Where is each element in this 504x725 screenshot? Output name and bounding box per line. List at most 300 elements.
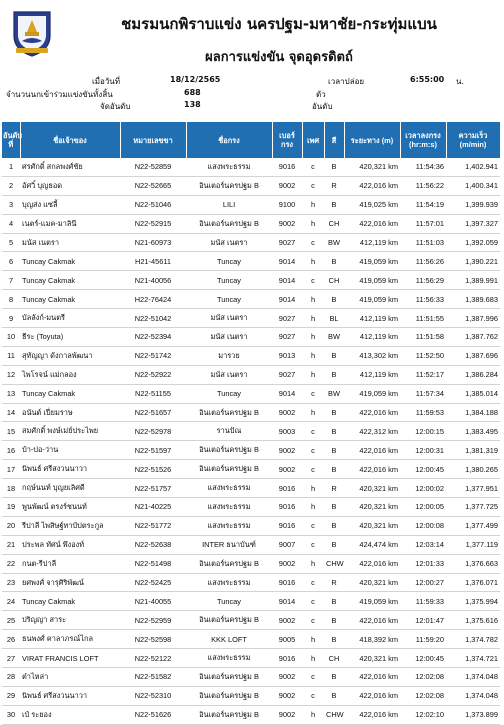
cell-loft-name: Tuncay bbox=[186, 252, 272, 271]
table-row bbox=[2, 479, 500, 498]
cell-loft-number: 9016 bbox=[272, 649, 302, 668]
cell-loft-number: 9014 bbox=[272, 384, 302, 403]
cell-speed: 1,375.994 bbox=[446, 592, 500, 611]
table-row bbox=[2, 384, 500, 403]
table-row bbox=[2, 592, 500, 611]
cell-loft-number: 9002 bbox=[272, 176, 302, 195]
cell-arrival-time: 11:57:01 bbox=[400, 214, 446, 233]
page-title: ชมรมนกพิราบแข่ง นครปฐม-มหาชัย-กระทุ่มแบน bbox=[121, 15, 437, 33]
cell-loft-name: อินเตอร์นครปฐม B bbox=[186, 460, 272, 479]
table-row bbox=[2, 271, 500, 290]
cell-ring-number: N22-51046 bbox=[120, 195, 186, 214]
cell-color: B bbox=[324, 460, 344, 479]
cell-rank: 23 bbox=[2, 573, 20, 592]
cell-sex: h bbox=[302, 705, 324, 724]
cell-loft-number: 9016 bbox=[272, 516, 302, 535]
cell-distance: 422,016 km bbox=[344, 403, 400, 422]
cell-loft-number: 9016 bbox=[272, 479, 302, 498]
cell-distance: 412,119 km bbox=[344, 365, 400, 384]
cell-sex: c bbox=[302, 422, 324, 441]
header-row bbox=[2, 122, 500, 158]
cell-distance: 422,016 km bbox=[344, 460, 400, 479]
cell-sex: h bbox=[302, 630, 324, 649]
cell-loft-number: 9005 bbox=[272, 630, 302, 649]
cell-owner: ต๋าไหล่า bbox=[20, 668, 120, 687]
cell-speed: 1,386.284 bbox=[446, 365, 500, 384]
cell-loft-number: 9002 bbox=[272, 214, 302, 233]
cell-rank: 4 bbox=[2, 214, 20, 233]
table-row bbox=[2, 233, 500, 252]
cell-rank: 13 bbox=[2, 384, 20, 403]
cell-sex: c bbox=[302, 158, 324, 176]
cell-ring-number: N22-52394 bbox=[120, 328, 186, 347]
cell-ring-number: N22-52978 bbox=[120, 422, 186, 441]
cell-sex: h bbox=[302, 365, 324, 384]
table-row bbox=[2, 668, 500, 687]
cell-loft-name: อินเตอร์นครปฐม B bbox=[186, 611, 272, 630]
table-row bbox=[2, 686, 500, 705]
cell-rank: 30 bbox=[2, 705, 20, 724]
cell-sex: c bbox=[302, 233, 324, 252]
cell-owner: Tuncay Cakmak bbox=[20, 592, 120, 611]
table-row bbox=[2, 346, 500, 365]
page-subtitle: ผลการแข่งขัน จุดอุดรดิตถ์ bbox=[205, 50, 353, 65]
cell-ring-number: N22-51772 bbox=[120, 516, 186, 535]
cell-speed: 1,384.188 bbox=[446, 403, 500, 422]
cell-loft-name: Tuncay bbox=[186, 384, 272, 403]
cell-loft-name: LILI bbox=[186, 195, 272, 214]
cell-distance: 419,059 km bbox=[344, 384, 400, 403]
cell-speed: 1,377.725 bbox=[446, 498, 500, 517]
cell-color: B bbox=[324, 611, 344, 630]
entries-value: 688 bbox=[184, 88, 201, 97]
table-row bbox=[2, 158, 500, 176]
cell-color: B bbox=[324, 535, 344, 554]
column-header-loft-name: ชื่อกรง bbox=[186, 122, 272, 158]
cell-owner: กฤษ์นนท์ บุญยเลิศดี bbox=[20, 479, 120, 498]
cell-rank: 6 bbox=[2, 252, 20, 271]
cell-sex: h bbox=[302, 195, 324, 214]
cell-loft-name: อินเตอร์นครปฐม B bbox=[186, 441, 272, 460]
cell-distance: 422,016 km bbox=[344, 554, 400, 573]
cell-speed: 1,390.221 bbox=[446, 252, 500, 271]
cell-loft-number: 9014 bbox=[272, 592, 302, 611]
table-row bbox=[2, 649, 500, 668]
cell-loft-name: มารวย bbox=[186, 346, 272, 365]
cell-speed: 1,385.014 bbox=[446, 384, 500, 403]
cell-owner: Tuncay Cakmak bbox=[20, 252, 120, 271]
cell-speed: 1,400.341 bbox=[446, 176, 500, 195]
table-row bbox=[2, 535, 500, 554]
cell-speed: 1,374.782 bbox=[446, 630, 500, 649]
cell-rank: 2 bbox=[2, 176, 20, 195]
cell-owner: Tuncay Cakmak bbox=[20, 271, 120, 290]
cell-rank: 9 bbox=[2, 309, 20, 328]
cell-owner: สุทัญญา ดังกาลพัฒนา bbox=[20, 346, 120, 365]
cell-distance: 412,119 km bbox=[344, 328, 400, 347]
cell-arrival-time: 12:01:33 bbox=[400, 554, 446, 573]
cell-owner: ยศพงศ์ จารุศิริพัฒน์ bbox=[20, 573, 120, 592]
cell-distance: 420,321 km bbox=[344, 573, 400, 592]
cell-rank: 15 bbox=[2, 422, 20, 441]
cell-loft-name: มนัส เนตรา bbox=[186, 365, 272, 384]
cell-owner: ธีระ (Toyuta) bbox=[20, 328, 120, 347]
cell-owner: กนต-รีปาลี bbox=[20, 554, 120, 573]
table-row bbox=[2, 498, 500, 517]
cell-arrival-time: 11:59:20 bbox=[400, 630, 446, 649]
cell-speed: 1,387.762 bbox=[446, 328, 500, 347]
cell-sex: h bbox=[302, 498, 324, 517]
table-row bbox=[2, 290, 500, 309]
cell-arrival-time: 12:00:05 bbox=[400, 498, 446, 517]
release-time-label: เวลาปล่อย bbox=[328, 77, 365, 86]
cell-loft-number: 9002 bbox=[272, 686, 302, 705]
cell-ring-number: N22-52959 bbox=[120, 611, 186, 630]
cell-arrival-time: 11:56:26 bbox=[400, 252, 446, 271]
ranked-value: 138 bbox=[184, 100, 201, 109]
cell-arrival-time: 12:02:08 bbox=[400, 668, 446, 687]
cell-loft-name: Tuncay bbox=[186, 290, 272, 309]
column-header-owner: ชื่อเจ้าของ bbox=[20, 122, 120, 158]
cell-sex: h bbox=[302, 252, 324, 271]
cell-sex: h bbox=[302, 346, 324, 365]
cell-arrival-time: 12:00:45 bbox=[400, 649, 446, 668]
cell-loft-number: 9002 bbox=[272, 554, 302, 573]
cell-color: CHW bbox=[324, 705, 344, 724]
cell-color: B bbox=[324, 516, 344, 535]
cell-ring-number: N21-40056 bbox=[120, 271, 186, 290]
table-row bbox=[2, 573, 500, 592]
column-header-loft-number: เบอร์กรง bbox=[272, 122, 302, 158]
column-header-color: สี bbox=[324, 122, 344, 158]
cell-ring-number: N22-52122 bbox=[120, 649, 186, 668]
cell-owner: อนันต์ เปี่ยมราษ bbox=[20, 403, 120, 422]
cell-loft-number: 9002 bbox=[272, 705, 302, 724]
cell-loft-name: มนัส เนตรา bbox=[186, 233, 272, 252]
cell-arrival-time: 11:56:22 bbox=[400, 176, 446, 195]
cell-distance: 419,025 km bbox=[344, 195, 400, 214]
cell-sex: c bbox=[302, 441, 324, 460]
cell-ring-number: N22-51498 bbox=[120, 554, 186, 573]
cell-sex: h bbox=[302, 214, 324, 233]
cell-rank: 5 bbox=[2, 233, 20, 252]
cell-distance: 422,016 km bbox=[344, 611, 400, 630]
cell-arrival-time: 11:59:33 bbox=[400, 592, 446, 611]
cell-ring-number: N22-51597 bbox=[120, 441, 186, 460]
cell-arrival-time: 11:51:03 bbox=[400, 233, 446, 252]
cell-ring-number: N21-60973 bbox=[120, 233, 186, 252]
table-row bbox=[2, 441, 500, 460]
cell-arrival-time: 11:54:36 bbox=[400, 158, 446, 176]
cell-color: R bbox=[324, 573, 344, 592]
cell-color: B bbox=[324, 403, 344, 422]
cell-ring-number: N22-52859 bbox=[120, 158, 186, 176]
cell-owner: นิพนธ์ ศรีสงวนนาวา bbox=[20, 686, 120, 705]
cell-loft-name: อินเตอร์นครปฐม B bbox=[186, 176, 272, 195]
column-header-arrival-time: เวลาลงกรง (hr:m:s) bbox=[400, 122, 446, 158]
cell-loft-number: 9007 bbox=[272, 535, 302, 554]
table-row bbox=[2, 309, 500, 328]
cell-speed: 1,397.327 bbox=[446, 214, 500, 233]
cell-distance: 413,302 km bbox=[344, 346, 400, 365]
cell-distance: 422,312 km bbox=[344, 422, 400, 441]
date-label: เมื่อวันที่ bbox=[92, 77, 121, 86]
cell-sex: h bbox=[302, 290, 324, 309]
cell-loft-name: แสงพระธรรม bbox=[186, 158, 272, 176]
cell-sex: c bbox=[302, 573, 324, 592]
cell-ring-number: N22-52638 bbox=[120, 535, 186, 554]
cell-loft-number: 9016 bbox=[272, 573, 302, 592]
cell-color: B bbox=[324, 441, 344, 460]
cell-rank: 28 bbox=[2, 668, 20, 687]
cell-color: R bbox=[324, 479, 344, 498]
cell-arrival-time: 11:54:19 bbox=[400, 195, 446, 214]
cell-speed: 1,374.048 bbox=[446, 686, 500, 705]
cell-color: B bbox=[324, 592, 344, 611]
cell-ring-number: N22-52425 bbox=[120, 573, 186, 592]
cell-color: BW bbox=[324, 384, 344, 403]
cell-speed: 1,402.941 bbox=[446, 158, 500, 176]
cell-color: B bbox=[324, 365, 344, 384]
cell-owner: ศรศักดิ์ สกลพงศ์ชัย bbox=[20, 158, 120, 176]
cell-rank: 27 bbox=[2, 649, 20, 668]
ranked-unit: อันดับ bbox=[312, 102, 333, 111]
table-row bbox=[2, 195, 500, 214]
cell-arrival-time: 11:51:58 bbox=[400, 328, 446, 347]
cell-owner: นิพนธ์ ศรีสงวนนาวา bbox=[20, 460, 120, 479]
cell-loft-number: 9014 bbox=[272, 252, 302, 271]
cell-loft-number: 9002 bbox=[272, 441, 302, 460]
cell-color: B bbox=[324, 630, 344, 649]
cell-arrival-time: 11:52:50 bbox=[400, 346, 446, 365]
cell-distance: 419,059 km bbox=[344, 252, 400, 271]
cell-rank: 29 bbox=[2, 686, 20, 705]
cell-arrival-time: 12:00:02 bbox=[400, 479, 446, 498]
cell-loft-number: 9002 bbox=[272, 403, 302, 422]
cell-ring-number: N22-52665 bbox=[120, 176, 186, 195]
cell-distance: 418,392 km bbox=[344, 630, 400, 649]
cell-arrival-time: 12:03:14 bbox=[400, 535, 446, 554]
cell-arrival-time: 11:51:55 bbox=[400, 309, 446, 328]
cell-ring-number: H22-76424 bbox=[120, 290, 186, 309]
cell-rank: 7 bbox=[2, 271, 20, 290]
cell-loft-number: 9002 bbox=[272, 611, 302, 630]
cell-color: BW bbox=[324, 328, 344, 347]
cell-distance: 422,016 km bbox=[344, 668, 400, 687]
cell-owner: มนัส เนตรา bbox=[20, 233, 120, 252]
cell-rank: 11 bbox=[2, 346, 20, 365]
results-table bbox=[2, 122, 501, 725]
cell-speed: 1,377.951 bbox=[446, 479, 500, 498]
cell-sex: h bbox=[302, 554, 324, 573]
cell-distance: 424,474 km bbox=[344, 535, 400, 554]
cell-sex: h bbox=[302, 479, 324, 498]
cell-ring-number: N22-51757 bbox=[120, 479, 186, 498]
cell-speed: 1,374.048 bbox=[446, 668, 500, 687]
column-header-distance: ระยะทาง (m) bbox=[344, 122, 400, 158]
cell-speed: 1,387.696 bbox=[446, 346, 500, 365]
table-row bbox=[2, 422, 500, 441]
cell-arrival-time: 12:00:08 bbox=[400, 516, 446, 535]
cell-distance: 422,016 km bbox=[344, 441, 400, 460]
cell-rank: 12 bbox=[2, 365, 20, 384]
cell-color: B bbox=[324, 668, 344, 687]
cell-loft-name: KKK LOFT bbox=[186, 630, 272, 649]
cell-color: B bbox=[324, 346, 344, 365]
cell-sex: h bbox=[302, 403, 324, 422]
table-row bbox=[2, 554, 500, 573]
cell-loft-name: แสงพระธรรม bbox=[186, 649, 272, 668]
cell-owner: พูนพัฒน์ ตรงร์ชนนท์ bbox=[20, 498, 120, 517]
cell-sex: h bbox=[302, 328, 324, 347]
cell-speed: 1,373.899 bbox=[446, 705, 500, 724]
cell-rank: 26 bbox=[2, 630, 20, 649]
cell-sex: h bbox=[302, 649, 324, 668]
cell-color: B bbox=[324, 290, 344, 309]
cell-color: CH bbox=[324, 271, 344, 290]
cell-loft-number: 9003 bbox=[272, 422, 302, 441]
cell-rank: 14 bbox=[2, 403, 20, 422]
cell-distance: 412,119 km bbox=[344, 309, 400, 328]
cell-loft-number: 9002 bbox=[272, 460, 302, 479]
entries-label: จำนวนนกเข้าร่วมแข่งขันทั้งสิ้น bbox=[6, 90, 113, 99]
cell-loft-name: Tuncay bbox=[186, 271, 272, 290]
cell-sex: c bbox=[302, 592, 324, 611]
cell-color: B bbox=[324, 158, 344, 176]
cell-owner: รีปาลี ไพสิษฐ์ทาบัปตระกูล bbox=[20, 516, 120, 535]
cell-speed: 1,387.996 bbox=[446, 309, 500, 328]
cell-speed: 1,377.499 bbox=[446, 516, 500, 535]
cell-arrival-time: 12:02:08 bbox=[400, 686, 446, 705]
cell-speed: 1,399.939 bbox=[446, 195, 500, 214]
table-row bbox=[2, 252, 500, 271]
cell-owner: ไพโรจน์ แม่กลอง bbox=[20, 365, 120, 384]
results-table-header bbox=[2, 122, 500, 158]
cell-loft-name: รานปัณ bbox=[186, 422, 272, 441]
cell-speed: 1,380.265 bbox=[446, 460, 500, 479]
cell-ring-number: N22-51155 bbox=[120, 384, 186, 403]
cell-loft-number: 9014 bbox=[272, 290, 302, 309]
cell-ring-number: N22-52310 bbox=[120, 686, 186, 705]
cell-ring-number: N22-52598 bbox=[120, 630, 186, 649]
cell-distance: 422,016 km bbox=[344, 686, 400, 705]
cell-rank: 25 bbox=[2, 611, 20, 630]
cell-owner: สมศักดิ์ พงษ์เม่ย์ประไพย bbox=[20, 422, 120, 441]
cell-ring-number: N22-51742 bbox=[120, 346, 186, 365]
cell-arrival-time: 11:56:29 bbox=[400, 271, 446, 290]
cell-rank: 8 bbox=[2, 290, 20, 309]
release-time-unit: น. bbox=[456, 77, 465, 86]
cell-rank: 22 bbox=[2, 554, 20, 573]
cell-owner: ธนพงศ์ คาลาภรณ์ไกล bbox=[20, 630, 120, 649]
cell-owner: บุญส่ง แซ่ลี้ bbox=[20, 195, 120, 214]
cell-distance: 420,321 km bbox=[344, 158, 400, 176]
cell-color: B bbox=[324, 686, 344, 705]
cell-arrival-time: 12:02:10 bbox=[400, 705, 446, 724]
cell-distance: 422,016 km bbox=[344, 705, 400, 724]
cell-sex: c bbox=[302, 176, 324, 195]
cell-loft-number: 9027 bbox=[272, 365, 302, 384]
cell-ring-number: N22-51526 bbox=[120, 460, 186, 479]
cell-ring-number: N21-40055 bbox=[120, 592, 186, 611]
cell-rank: 19 bbox=[2, 498, 20, 517]
cell-speed: 1,383.495 bbox=[446, 422, 500, 441]
cell-loft-number: 9002 bbox=[272, 668, 302, 687]
cell-distance: 422,016 km bbox=[344, 214, 400, 233]
cell-distance: 419,059 km bbox=[344, 290, 400, 309]
cell-loft-number: 9100 bbox=[272, 195, 302, 214]
column-header-rank: อันดับที่ bbox=[2, 122, 20, 158]
table-row bbox=[2, 705, 500, 724]
table-row bbox=[2, 516, 500, 535]
cell-sex: c bbox=[302, 535, 324, 554]
cell-speed: 1,392.059 bbox=[446, 233, 500, 252]
cell-ring-number: N22-51582 bbox=[120, 668, 186, 687]
cell-color: BL bbox=[324, 309, 344, 328]
cell-loft-name: อินเตอร์นครปฐม B bbox=[186, 686, 272, 705]
cell-color: CH bbox=[324, 649, 344, 668]
cell-loft-number: 9016 bbox=[272, 158, 302, 176]
cell-sex: c bbox=[302, 611, 324, 630]
cell-arrival-time: 11:56:33 bbox=[400, 290, 446, 309]
cell-distance: 420,321 km bbox=[344, 479, 400, 498]
cell-color: B bbox=[324, 498, 344, 517]
cell-owner: บัลลังก์-มนตรี bbox=[20, 309, 120, 328]
cell-speed: 1,377.119 bbox=[446, 535, 500, 554]
cell-owner: VIRAT FRANCIS LOFT bbox=[20, 649, 120, 668]
cell-ring-number: N22-51626 bbox=[120, 705, 186, 724]
cell-speed: 1,381.319 bbox=[446, 441, 500, 460]
cell-arrival-time: 12:00:27 bbox=[400, 573, 446, 592]
cell-distance: 420,321 km bbox=[344, 516, 400, 535]
cell-distance: 419,059 km bbox=[344, 271, 400, 290]
cell-loft-number: 9014 bbox=[272, 271, 302, 290]
club-logo-icon bbox=[10, 8, 54, 58]
cell-speed: 1,376.071 bbox=[446, 573, 500, 592]
cell-loft-name: อินเตอร์นครปฐม B bbox=[186, 705, 272, 724]
cell-rank: 16 bbox=[2, 441, 20, 460]
cell-color: B bbox=[324, 195, 344, 214]
cell-arrival-time: 12:00:45 bbox=[400, 460, 446, 479]
cell-rank: 20 bbox=[2, 516, 20, 535]
cell-owner: เนตร์-แมค-มาลินี bbox=[20, 214, 120, 233]
cell-ring-number: N22-52915 bbox=[120, 214, 186, 233]
cell-distance: 419,059 km bbox=[344, 592, 400, 611]
cell-rank: 24 bbox=[2, 592, 20, 611]
cell-loft-name: อินเตอร์นครปฐม B bbox=[186, 554, 272, 573]
cell-speed: 1,389.683 bbox=[446, 290, 500, 309]
cell-loft-number: 9013 bbox=[272, 346, 302, 365]
cell-rank: 17 bbox=[2, 460, 20, 479]
cell-color: B bbox=[324, 252, 344, 271]
cell-owner: Tuncay Cakmak bbox=[20, 384, 120, 403]
cell-speed: 1,375.616 bbox=[446, 611, 500, 630]
cell-speed: 1,376.663 bbox=[446, 554, 500, 573]
release-time-value: 6:55:00 bbox=[410, 75, 445, 84]
cell-loft-name: มนัส เนตรา bbox=[186, 328, 272, 347]
cell-ring-number: N22-51042 bbox=[120, 309, 186, 328]
cell-color: CHW bbox=[324, 554, 344, 573]
cell-arrival-time: 11:57:34 bbox=[400, 384, 446, 403]
cell-sex: c bbox=[302, 516, 324, 535]
table-row bbox=[2, 611, 500, 630]
cell-rank: 18 bbox=[2, 479, 20, 498]
cell-distance: 412,119 km bbox=[344, 233, 400, 252]
results-table-body bbox=[2, 158, 500, 724]
cell-speed: 1,389.991 bbox=[446, 271, 500, 290]
cell-ring-number: N21-40225 bbox=[120, 498, 186, 517]
cell-owner: Tuncay Cakmak bbox=[20, 290, 120, 309]
